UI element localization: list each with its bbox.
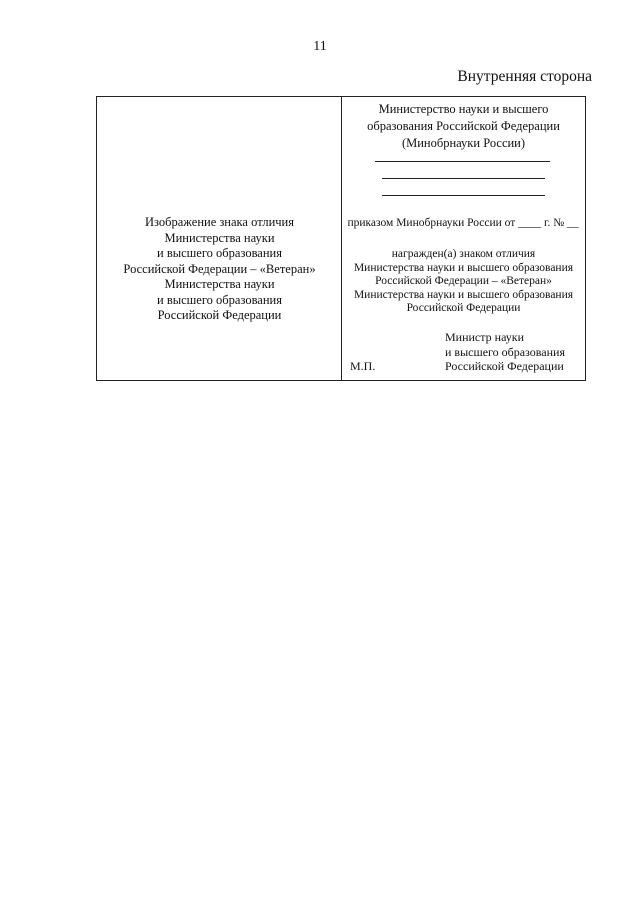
award-line: награжден(а) знаком отличия [391, 248, 536, 260]
certificate-inner-side [96, 96, 586, 381]
minister-line: Министр науки [445, 330, 525, 344]
caption-line: и высшего образования [157, 246, 282, 260]
award-line: Российской Федерации – «Ветеран» [375, 275, 552, 287]
badge-image-caption [97, 215, 342, 324]
page-number: 11 [313, 39, 327, 54]
caption-line: Изображение знака отличия [145, 215, 294, 229]
caption-line: Министерства науки [164, 230, 275, 245]
award-line: Министерства науки и высшего образования [353, 288, 574, 301]
caption-line: Российской Федерации – «Ветеран» [123, 261, 316, 276]
ministry-line: образования Российской Федерации [367, 119, 560, 133]
award-line: Министерства науки и высшего образования [353, 261, 574, 274]
caption-line: Министерства науки [164, 277, 275, 291]
caption-line: Российской Федерации [157, 308, 282, 322]
side-label: Внутренняя сторона [457, 68, 592, 85]
award-line: Российской Федерации [406, 302, 521, 314]
stamp-place-label: М.П. [350, 359, 376, 373]
order-reference: приказом Минобрнауки России от ____ г. № __ [347, 217, 579, 229]
ministry-line: (Минобрнауки России) [401, 136, 526, 150]
minister-line: Российской Федерации [445, 359, 564, 373]
right-panel [342, 97, 585, 380]
left-panel [97, 97, 342, 380]
caption-line: и высшего образования [157, 292, 282, 307]
recipient-name-line [382, 178, 545, 179]
award-text [342, 248, 585, 316]
minister-signature-block [445, 330, 565, 374]
minister-line: и высшего образования [445, 344, 565, 359]
recipient-name-line [375, 161, 550, 162]
ministry-header [342, 101, 585, 152]
ministry-line: Министерство науки и высшего [378, 102, 549, 116]
recipient-name-line [382, 195, 545, 196]
